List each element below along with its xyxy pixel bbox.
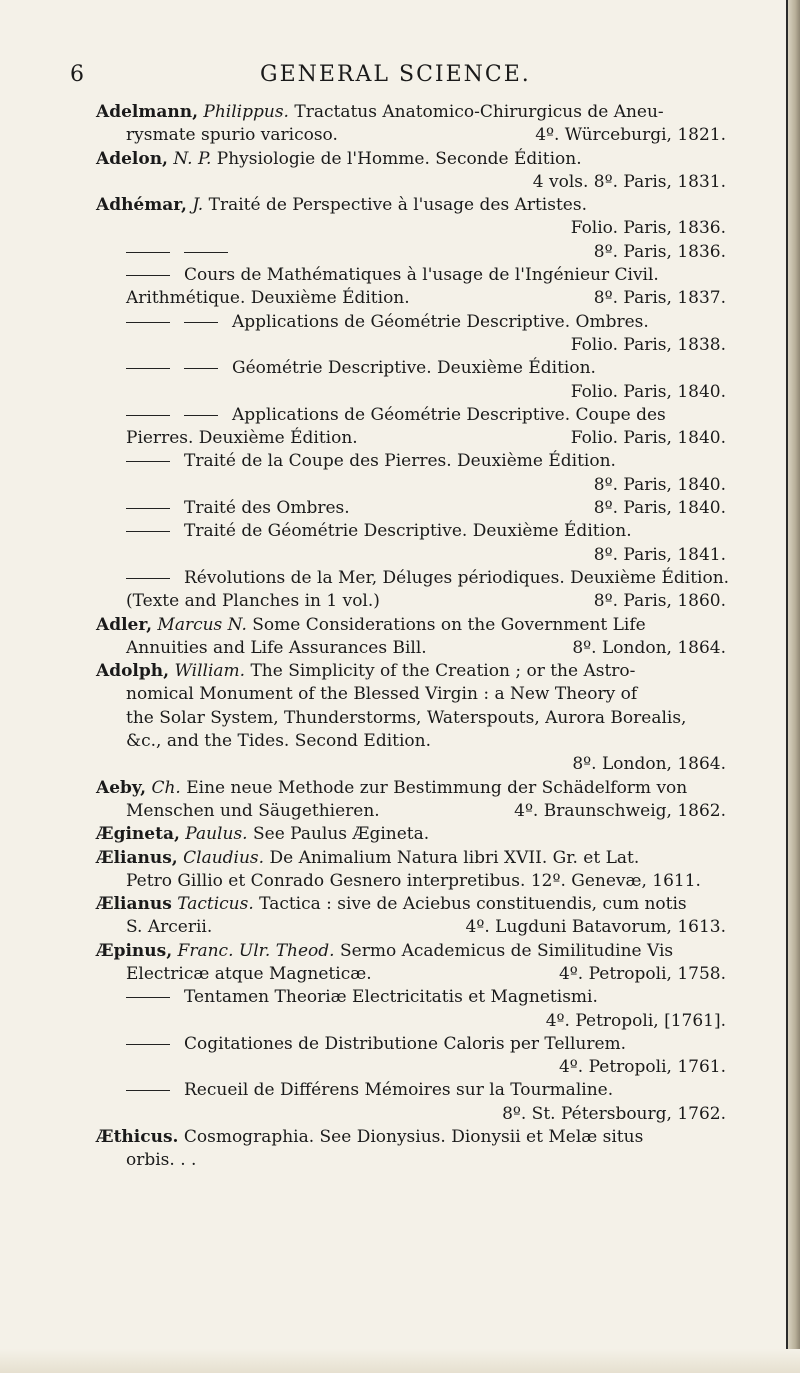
ditto-dash bbox=[126, 322, 170, 323]
author-given: Marcus N. bbox=[157, 614, 247, 635]
entry-line bbox=[96, 1056, 726, 1079]
author-surname: Ælianus, bbox=[96, 847, 178, 868]
entry-text: Traité de Géométrie Descriptive. Deuxième Édition. bbox=[184, 521, 632, 542]
entry-line bbox=[96, 1010, 726, 1033]
entry-text: Tentamen Theoriæ Electricitatis et Magnetismi. bbox=[184, 987, 598, 1008]
entry-text: nomical Monument of the Blessed Virgin : a New Theory of bbox=[126, 684, 638, 705]
imprint: Folio. Paris, 1836. bbox=[570, 218, 726, 239]
entry-text: The Simplicity of the Creation ; or the Astro- bbox=[250, 661, 636, 682]
entry-text: Cosmographia. See Dionysius. Dionysii et Melæ situs bbox=[183, 1127, 644, 1148]
entry-line bbox=[96, 683, 726, 706]
entry-text: See Paulus Ægineta. bbox=[252, 824, 430, 845]
entry-line bbox=[96, 124, 726, 147]
author-surname: Adler, bbox=[96, 614, 152, 635]
entry-line bbox=[96, 171, 726, 194]
author-surname: Ælianus bbox=[96, 894, 172, 915]
entry-text: Tractatus Anatomico-Chirurgicus de Aneu- bbox=[294, 102, 664, 122]
author-given: Claudius. bbox=[183, 847, 265, 868]
entry-line bbox=[96, 427, 726, 450]
imprint: 4 vols. 8º. Paris, 1831. bbox=[532, 171, 726, 192]
author-surname: Aeby, bbox=[96, 777, 147, 798]
entry-line bbox=[96, 264, 726, 287]
author-surname: Æpinus, bbox=[96, 940, 173, 961]
entry-line bbox=[96, 497, 726, 520]
entry-line bbox=[96, 707, 726, 730]
entry-text: Sermo Academicus de Similitudine Vis bbox=[340, 940, 674, 961]
author-given: Ch. bbox=[151, 777, 181, 798]
imprint: 8º. London, 1864. bbox=[572, 754, 726, 775]
entry-line bbox=[96, 590, 726, 613]
entry-line bbox=[96, 520, 726, 543]
entry-text: Electricæ atque Magneticæ. bbox=[126, 963, 372, 984]
imprint: 8º. Paris, 1837. bbox=[593, 288, 726, 309]
imprint: 8º. Paris, 1840. bbox=[593, 498, 726, 519]
entry-line bbox=[96, 404, 726, 427]
entry-text: Applications de Géométrie Descriptive. Coupe des bbox=[232, 404, 666, 425]
entry-text: Recueil de Différens Mémoires sur la Tourmaline. bbox=[184, 1080, 614, 1101]
entry-line bbox=[96, 893, 726, 916]
entry-text: &c., and the Tides. Second Edition. bbox=[126, 731, 432, 752]
entry-text: Eine neue Methode zur Bestimmung der Schädelform von bbox=[186, 777, 688, 798]
ditto-dash bbox=[184, 322, 218, 323]
entry-text: De Animalium Natura libri XVII. Gr. et Lat. bbox=[269, 847, 640, 868]
entry-line bbox=[96, 800, 726, 823]
entry-line bbox=[96, 474, 726, 497]
author-given: Franc. Ulr. Theod. bbox=[177, 940, 335, 961]
entry-line bbox=[96, 870, 726, 893]
entry-line bbox=[96, 567, 730, 590]
ditto-dash bbox=[126, 508, 170, 509]
entry-text: the Solar System, Thunderstorms, Waterspouts, Aurora Borealis, bbox=[126, 707, 687, 728]
ditto-dash bbox=[126, 368, 170, 369]
entry-line bbox=[96, 963, 726, 986]
entry-line bbox=[96, 1149, 726, 1172]
ditto-dash bbox=[126, 1090, 170, 1091]
ditto-dash bbox=[184, 368, 218, 369]
entry-text: Physiologie de l'Homme. Seconde Édition. bbox=[216, 148, 582, 169]
entry-line bbox=[96, 847, 726, 870]
entry-line bbox=[96, 450, 726, 473]
entry-text: Cogitationes de Distributione Caloris per Tellurem. bbox=[184, 1033, 627, 1054]
entry-line bbox=[96, 660, 726, 683]
imprint: 4º. Würceburgi, 1821. bbox=[535, 125, 726, 146]
author-surname: Adhémar, bbox=[96, 195, 187, 216]
entry-line bbox=[96, 753, 726, 776]
entry-text: orbis. . . bbox=[126, 1150, 197, 1171]
entry-line bbox=[96, 1033, 726, 1056]
entry-text: Traité de la Coupe des Pierres. Deuxième Édition. bbox=[184, 451, 616, 472]
page-number: 6 bbox=[70, 62, 85, 87]
imprint: 4º. Lugduni Batavorum, 1613. bbox=[465, 917, 726, 938]
entry-line bbox=[96, 311, 726, 334]
entry-text: (Texte and Planches in 1 vol.) bbox=[126, 591, 380, 612]
imprint: 8º. St. Pétersbourg, 1762. bbox=[502, 1103, 726, 1124]
entry-line bbox=[96, 916, 726, 939]
author-surname: Adelon, bbox=[96, 148, 168, 169]
imprint: 8º. Paris, 1841. bbox=[593, 544, 726, 565]
ditto-dash bbox=[184, 252, 228, 253]
entry-text: Tactica : sive de Aciebus constituendis, cum notis bbox=[259, 894, 687, 915]
entry-text: Traité de Perspective à l'usage des Artistes. bbox=[208, 195, 587, 216]
page-title: GENERAL SCIENCE. bbox=[260, 62, 531, 87]
entry-line bbox=[96, 986, 726, 1009]
entry-text: Arithmétique. Deuxième Édition. bbox=[126, 288, 410, 309]
entry-text: rysmate spurio varicoso. bbox=[126, 125, 338, 146]
author-given: J. bbox=[192, 195, 204, 216]
entry-line bbox=[96, 544, 726, 567]
imprint: 4º. Petropoli, [1761]. bbox=[545, 1010, 726, 1031]
entry-line bbox=[96, 217, 726, 240]
entry-line bbox=[96, 1079, 726, 1102]
imprint: 8º. Paris, 1840. bbox=[593, 474, 726, 495]
entry-text: Applications de Géométrie Descriptive. Ombres. bbox=[232, 311, 649, 332]
entry-text: Révolutions de la Mer, Déluges périodiques. Deuxième Édition. bbox=[184, 567, 730, 588]
author-given: N. P. bbox=[173, 148, 212, 169]
author-surname: Æthicus. bbox=[96, 1127, 179, 1148]
author-given: William. bbox=[174, 661, 246, 682]
entry-text: Menschen und Säugethieren. bbox=[126, 800, 380, 821]
entry-line bbox=[96, 777, 726, 800]
entry-line bbox=[96, 940, 726, 963]
entry-line bbox=[96, 637, 726, 660]
author-given: Philippus. bbox=[203, 102, 289, 122]
imprint: 4º. Petropoli, 1761. bbox=[558, 1057, 726, 1078]
page-bottom-shade bbox=[0, 1349, 800, 1373]
catalogue-body bbox=[96, 101, 730, 1173]
author-given: Paulus. bbox=[185, 824, 248, 845]
ditto-dash bbox=[126, 275, 170, 276]
imprint: Folio. Paris, 1840. bbox=[570, 428, 726, 449]
running-header bbox=[70, 62, 710, 92]
entry-text: Petro Gillio et Conrado Gesnero interpretibus. 12º. Genevæ, 1611. bbox=[126, 870, 701, 891]
entry-line bbox=[96, 1126, 726, 1149]
imprint: 8º. London, 1864. bbox=[572, 637, 726, 658]
entry-line bbox=[96, 381, 726, 404]
ditto-dash bbox=[126, 1044, 170, 1045]
entry-line bbox=[96, 148, 726, 171]
ditto-dash bbox=[126, 252, 170, 253]
entry-text: Traité des Ombres. bbox=[184, 498, 350, 519]
ditto-dash bbox=[126, 578, 170, 579]
entry-text: Pierres. Deuxième Édition. bbox=[126, 428, 358, 449]
imprint: 4º. Braunschweig, 1862. bbox=[514, 800, 726, 821]
author-surname: Ægineta, bbox=[96, 824, 180, 845]
imprint: Folio. Paris, 1838. bbox=[570, 334, 726, 355]
ditto-dash bbox=[126, 997, 170, 998]
entry-text: Annuities and Life Assurances Bill. bbox=[126, 637, 427, 658]
author-surname: Adolph, bbox=[96, 661, 170, 682]
imprint: 8º. Paris, 1836. bbox=[593, 241, 726, 262]
entry-line bbox=[96, 241, 726, 264]
entry-line bbox=[96, 194, 726, 217]
entry-text: S. Arcerii. bbox=[126, 917, 213, 938]
entry-line bbox=[96, 823, 726, 846]
imprint: 8º. Paris, 1860. bbox=[593, 591, 726, 612]
entry-line bbox=[96, 287, 726, 310]
entry-line bbox=[96, 730, 726, 753]
entry-line bbox=[96, 101, 726, 124]
entry-line bbox=[96, 614, 726, 637]
entry-text: Some Considerations on the Government Life bbox=[252, 614, 646, 635]
entry-line bbox=[96, 334, 726, 357]
ditto-dash bbox=[126, 415, 170, 416]
ditto-dash bbox=[126, 461, 170, 462]
author-given: Tacticus. bbox=[177, 894, 254, 915]
page-edge-line bbox=[786, 0, 788, 1373]
entry-text: Géométrie Descriptive. Deuxième Édition. bbox=[232, 358, 596, 379]
imprint: Folio. Paris, 1840. bbox=[570, 381, 726, 402]
author-surname: Adelmann, bbox=[96, 102, 198, 122]
entry-line bbox=[96, 1103, 726, 1126]
page-edge-shadow bbox=[788, 0, 800, 1373]
entry-line bbox=[96, 357, 726, 380]
entry-text: Cours de Mathématiques à l'usage de l'Ingénieur Civil. bbox=[184, 265, 659, 286]
ditto-dash bbox=[126, 531, 170, 532]
imprint: 4º. Petropoli, 1758. bbox=[558, 963, 726, 984]
ditto-dash bbox=[184, 415, 218, 416]
